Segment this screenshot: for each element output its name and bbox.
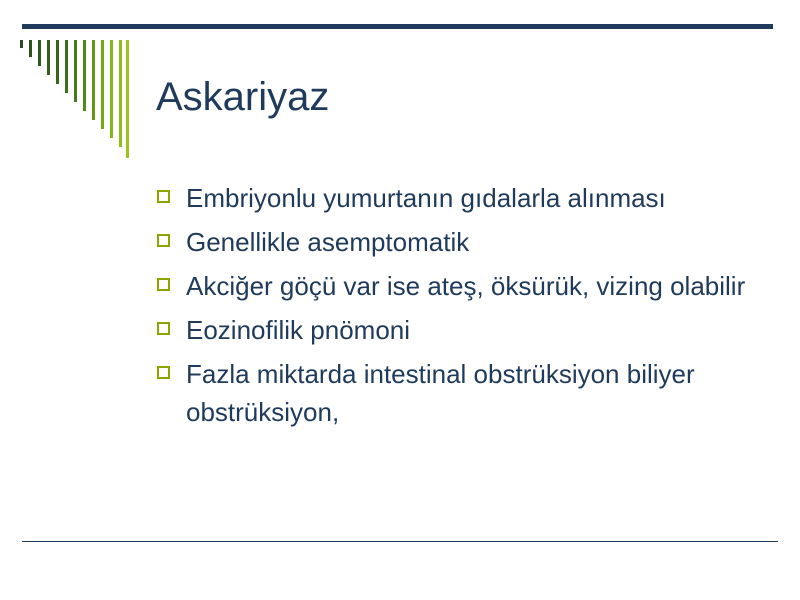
hollow-square-icon	[157, 366, 170, 379]
stripe	[110, 40, 113, 138]
stripe	[20, 40, 23, 48]
stripe	[65, 40, 68, 93]
bullet-item	[157, 179, 757, 217]
hollow-square-icon	[157, 234, 170, 247]
decorative-stripes	[0, 0, 140, 170]
bullet-text: Akciğer göçü var ise ateş, öksürük, vizing olabilir	[186, 271, 746, 301]
bullet-item	[157, 311, 757, 349]
bullet-text: Embriyonlu yumurtanın gıdalarla alınması	[186, 183, 666, 213]
bullet-text: Genellikle asemptomatik	[186, 227, 470, 257]
stripe	[92, 40, 95, 120]
stripe	[119, 40, 122, 147]
stripe	[83, 40, 86, 111]
hollow-square-icon	[157, 278, 170, 291]
bottom-divider-line	[22, 541, 778, 542]
hollow-square-icon	[157, 190, 170, 203]
stripe	[101, 40, 104, 129]
bullet-text: Eozinofilik pnömoni	[186, 315, 411, 345]
stripe	[74, 40, 77, 102]
bullet-text: Fazla miktarda intestinal obstrüksiyon biliyer obstrüksiyon,	[186, 359, 695, 427]
stripe	[38, 40, 41, 66]
bullet-item	[157, 355, 757, 431]
stripe	[126, 40, 129, 158]
bullet-item	[157, 223, 757, 261]
stripe	[56, 40, 59, 84]
stripe	[47, 40, 50, 75]
bullet-item	[157, 267, 757, 305]
slide-title: Askariyaz	[156, 75, 330, 119]
bullet-list	[157, 179, 757, 437]
hollow-square-icon	[157, 322, 170, 335]
stripe	[29, 40, 32, 57]
